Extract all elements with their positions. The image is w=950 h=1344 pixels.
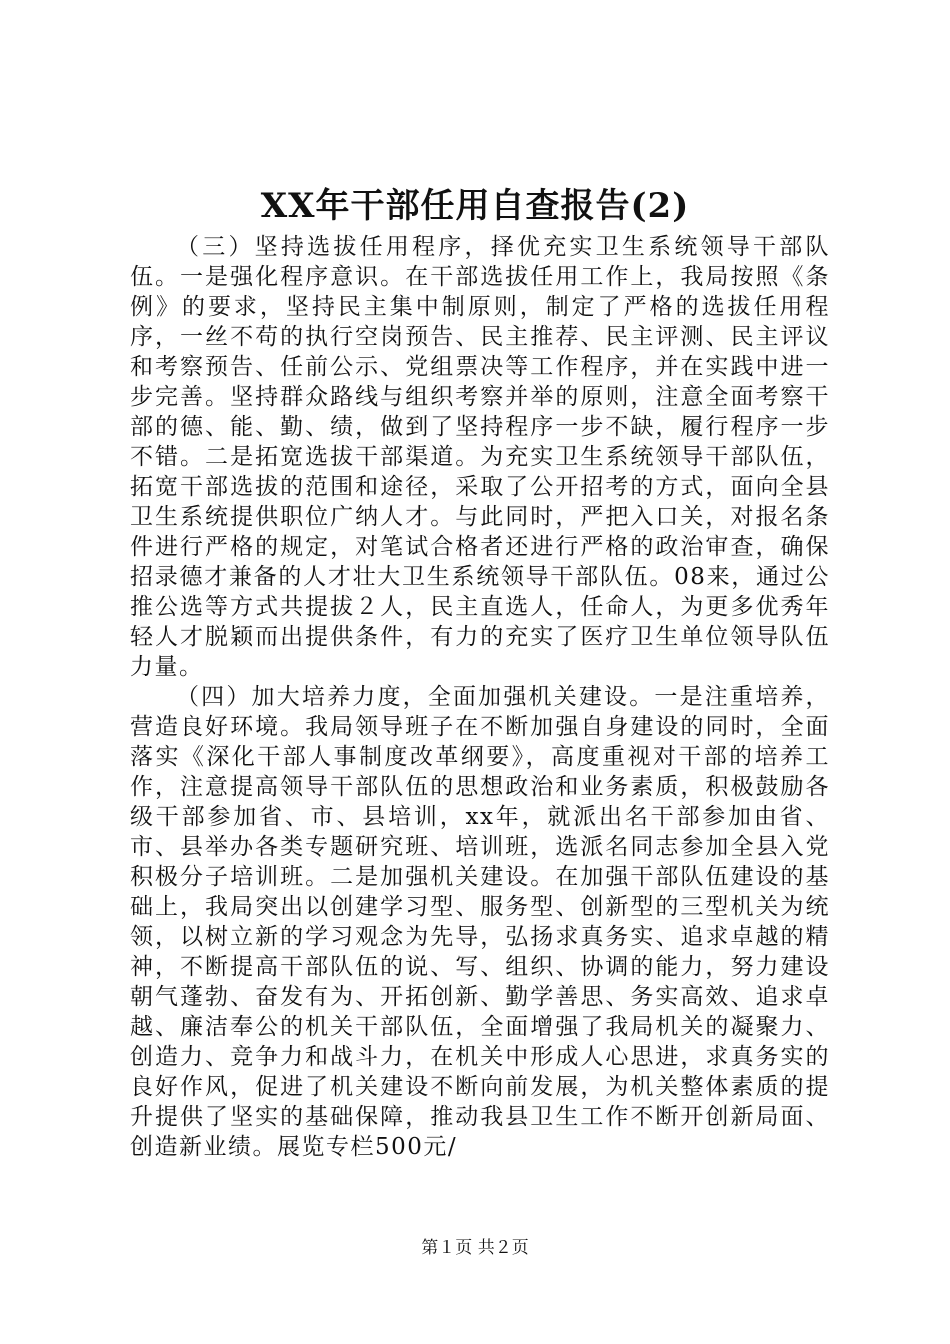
paragraph-section-three: （三）坚持选拔任用程序，择优充实卫生系统领导干部队伍。一是强化程序意识。在干部选拔任用工作上，我局按照《条例》的要求，坚持民主集中制原则，制定了严格的选拔任用程序，一丝不苟的执行空岗预告、民主推荐、民主评测、民主评议和考察预告、任前公示、党组票决等工作程序，并在实践中进一步完善。坚持群众路线与组织考察并举的原则，注意全面考察干部的德、能、勤、绩，做到了坚持程序一步不缺，履行程序一步不错。二是拓宽选拔干部渠道。为充实卫生系统领导干部队伍，拓宽干部选拔的范围和途径，采取了公开招考的方式，面向全县卫生系统提供职位广纳人才。与此同时，严把入口关，对报名条件进行严格的规定，对笔试合格者还进行严格的政治审查，确保招录德才兼备的人才壮大卫生系统领导干部队伍。08来，通过公推公选等方式共提拔２人，民主直选人，任命人，为更多优秀年轻人才脱颖而出提供条件，有力的充实了医疗卫生单位领导队伍力量。 [130,234,830,680]
page-number-footer: 第１页 共２页 [421,1238,529,1258]
document-title: XX年干部任用自查报告(2) [260,186,690,226]
paragraph-section-four: （四）加大培养力度，全面加强机关建设。一是注重培养，营造良好环境。我局领导班子在不断加强自身建设的同时，全面落实《深化干部人事制度改革纲要》，高度重视对干部的培养工作，注意提高领导干部队伍的思想政治和业务素质，积极鼓励各级干部参加省、市、县培训，xx年，就派出名干部参加由省、市、县举办各类专题研究班、培训班，选派名同志参加全县入党积极分子培训班。二是加强机关建设。在加强干部队伍建设的基础上，我局突出以创建学习型、服务型、创新型的三型机关为统领，以树立新的学习观念为先导，弘扬求真务实、追求卓越的精神，不断提高干部队伍的说、写、组织、协调的能力，努力建设朝气蓬勃、奋发有为、开拓创新、勤学善思、务实高效、追求卓越、廉洁奉公的机关干部队伍，全面增强了我局机关的凝聚力、创造力、竞争力和战斗力，在机关中形成人心思进，求真务实的良好作风，促进了机关建设不断向前发展，为机关整体素质的提升提供了坚实的基础保障，推动我县卫生工作不断开创新局面、创造新业绩。展览专栏500元/ [130,684,830,1160]
document-body [130,232,830,1162]
